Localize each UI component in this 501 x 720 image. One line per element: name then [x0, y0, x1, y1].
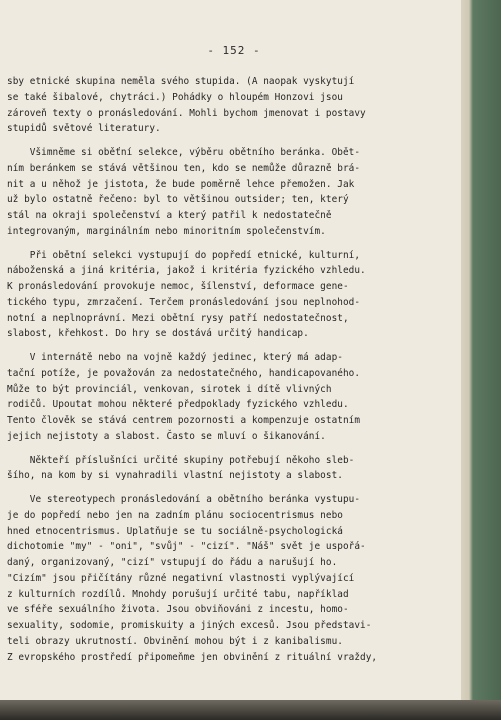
paragraph: [7, 350, 462, 445]
text-line: "Cizím" jsou přičítány různé negativní vlastnosti vyplývající: [7, 572, 355, 584]
paragraph: [7, 74, 462, 137]
text-line: Někteří příslušníci určité skupiny potřebují někoho sleb-: [7, 454, 355, 466]
text-line: Tento člověk se stává centrem pozornosti a kompenzuje ostatním: [7, 415, 361, 426]
scanner-bottom-edge: [0, 700, 501, 720]
text-line: teli obrazy ukrutností. Obvinění mohou být i z kanibalismu.: [7, 635, 343, 647]
text-line: sby etnické skupina neměla svého stupida. (A naopak vyskytují: [7, 76, 355, 87]
text-line: daný, organizovaný, "cizí" vstupují do řádu a narušují ho.: [7, 557, 338, 568]
body-text: [7, 74, 462, 673]
text-line: Z evropského prostředí připomeňme jen obvinění z rituální vraždy,: [7, 651, 378, 663]
text-line: Může to být provinciál, venkovan, sirotek i dítě vlivných: [7, 383, 332, 395]
text-line: notní a neplnoprávní. Mezi obětní rysy patří nedostatečnost,: [7, 312, 349, 324]
text-line: Všimněme si oběťní selekce, výběru obětního beránka. Obět-: [7, 147, 361, 158]
text-line: náboženská a jiná kritéria, jakož i kritéria fyzického vzhledu.: [7, 265, 366, 277]
text-line: ve sféře sexuálního života. Jsou obviňováni z incestu, homo-: [7, 604, 349, 616]
text-line: tického typu, zmrzačení. Terčem pronásledování jsou neplnohod-: [7, 296, 361, 308]
text-line: nit a u něhož je jistota, že bude poměrně lehce přemožen. Jak: [7, 178, 355, 190]
text-line: z kulturních rozdílů. Mnohdy porušují určité tabu, například: [7, 588, 349, 600]
text-line: hned etnocentrismus. Uplatňuje se tu sociálně-psychologická: [7, 525, 343, 537]
text-line: V internátě nebo na vojně každý jedinec, který má adap-: [7, 352, 343, 363]
text-line: dichotomie "my" - "oni", "svůj" - "cizí". "Náš" svět je uspořá-: [7, 541, 366, 553]
text-line: stupidů světové literatury.: [7, 123, 161, 135]
page-number: - 152 -: [207, 44, 261, 57]
paragraph: [7, 248, 462, 343]
paragraph: [7, 492, 462, 665]
text-line: Při obětní selekci vystupují do popředí etnické, kulturní,: [7, 249, 361, 261]
text-line: šího, na kom by si vynahradili vlastní nejistoty a slabost.: [7, 470, 343, 482]
text-line: rodičů. Upoutat mohou některé předpoklady fyzického vzhledu.: [7, 399, 349, 411]
book-cover-edge: [461, 0, 501, 720]
text-line: jejich nejistoty a slabost. Často se mluví o šikanování.: [7, 430, 326, 442]
text-line: tační potíže, je považován za nedostatečného, handicapovaného.: [7, 367, 361, 379]
text-line: ním beránkem se stává většinou ten, kdo se nemůže důrazně brá-: [7, 162, 361, 174]
text-line: K pronásledování provokuje nemoc, šílenství, deformace gene-: [7, 281, 349, 292]
text-line: je do popředí nebo jen na zadním plánu sociocentrismus nebo: [7, 509, 343, 521]
text-line: stál na okraji společenství a který patřil k nedostatečně: [7, 210, 332, 221]
paragraph: [7, 145, 462, 240]
text-line: sexuality, sodomie, promiskuity a jiných excesů. Jsou představi-: [7, 620, 372, 631]
text-line: integrovaným, marginálním nebo minoritním společenstvím.: [7, 225, 326, 237]
text-line: zároveň texty o pronásledování. Mohli bychom jmenovat i postavy: [7, 107, 366, 119]
paragraph: [7, 453, 462, 485]
text-line: se také šibalové, chytráci.) Pohádky o hloupém Honzovi jsou: [7, 91, 343, 103]
text-line: Ve stereotypech pronásledování a obětního beránka vystupu-: [7, 494, 361, 505]
text-line: slabost, křehkost. Do hry se dostává určitý handicap.: [7, 328, 309, 340]
text-line: už bylo ostatně řečeno: byl to většinou outsider; ten, který: [7, 194, 349, 206]
